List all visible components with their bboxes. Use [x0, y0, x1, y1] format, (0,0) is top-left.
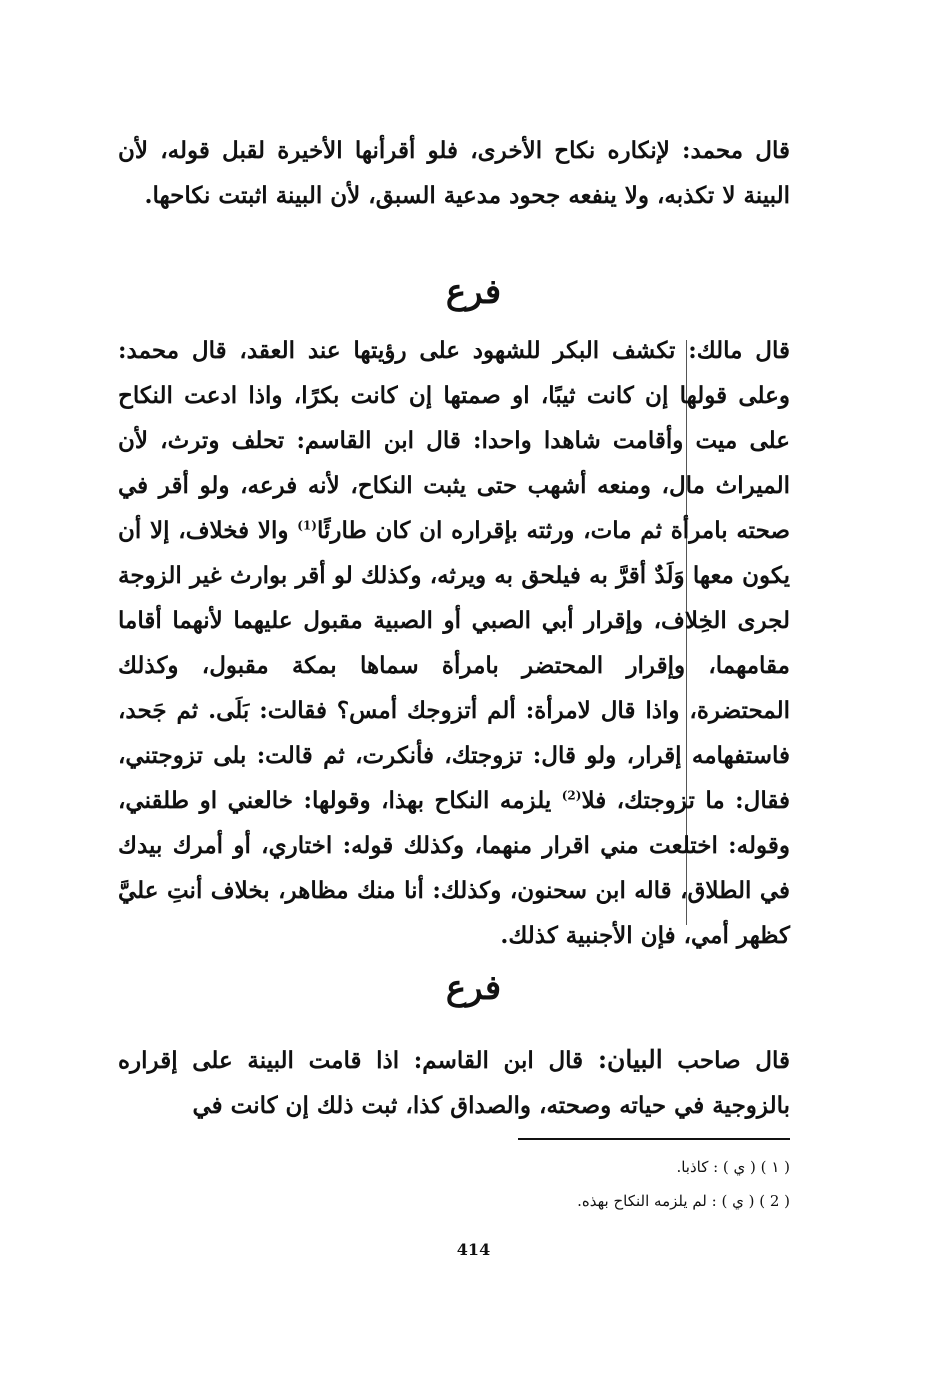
third-text-lead: قال صاحب: [662, 1047, 790, 1074]
second-text-part-b: والا فخلاف، إلا أن يكون معها وَلَدٌ أقرَّ به فيلحق به ويرثه، وكذلك لو أقر بوارث غير الزوجة لجرى الخِلاف، وإقرار أبي الصبي أو الصبية مقبول عليهما لأنهما أقاما مقامهما، وإقرار المحتضر بامرأة سماها بمكة مقبول، وكذلك المحتضرة، واذا قال لامرأة: ألم أتزوجك أمس؟ فقالت: بَلَى. ثم جَحد، فاستفهامه إقرار، ولو قال: تزوجتك، فأنكرت، ثم قالت: بلى تزوجتني، فقال: ما تزوجتك، فلا: [118, 517, 791, 814]
page-number: 414: [456, 1240, 491, 1259]
second-paragraph-text: [118, 328, 790, 958]
footnote-1: ( ١ ) ( ي ) : كاذبا.: [676, 1158, 790, 1176]
third-paragraph: [118, 1037, 790, 1128]
third-text-rest: قال ابن القاسم: اذا قامت البينة على إقراره بالزوجية في حياته وصحته، والصداق كذا، ثبت ذلك إن كانت في: [118, 1047, 790, 1119]
footnote-ref-1[interactable]: (1): [297, 518, 317, 533]
footnotes: [300, 1150, 790, 1218]
intro-paragraph: [118, 128, 790, 218]
source-name-emphasis: البيان:: [597, 1045, 663, 1074]
intro-text: قال محمد: لإنكاره نكاح الأخرى، فلو أقرأنها الأخيرة لقبل قوله، لأن البينة لا تكذبه، ولا ينفعه جحود مدعية السبق، لأن البينة اثبتت نكاحها.: [118, 137, 790, 209]
footnote-ref-2[interactable]: (2): [561, 788, 582, 803]
section-heading-first: فرع: [445, 272, 502, 312]
second-paragraph: [118, 328, 790, 958]
footnote-2: ( 2 ) ( ي ) : لم يلزمه النكاح بهذه.: [577, 1192, 790, 1210]
third-paragraph-text: [118, 1037, 790, 1128]
second-text-part-c: يلزمه النكاح بهذا، وقولها: خالعني او طلقني، وقوله: اختلعت مني اقرار منهما، وكذلك قوله: اختاري، أو أمرك بيدك في الطلاق، قاله ابن سحنون، وكذلك: أنا منك مظاهر، بخلاف أنتِ عليَّ كظهر أمي، فإن الأجنبية كذلك.: [118, 787, 790, 949]
second-text-part-a: قال مالك: تكشف البكر للشهود على رؤيتها عند العقد، قال محمد: وعلى قولها إن كانت ثيبًا، او صمتها إن كانت بكرًا، واذا ادعت النكاح على ميت وأقامت شاهدا واحدا: قال ابن القاسم: تحلف وترث، لأن الميراث مال، ومنعه أشهب حتى يثبت النكاح، لأنه فرعه، ولو أقر في صحته بامرأة ثم مات، ورثته بإقراره ان كان طارئًا: [118, 337, 791, 544]
section-heading-second: فرع: [445, 968, 502, 1008]
footnote-divider: [518, 1138, 790, 1140]
